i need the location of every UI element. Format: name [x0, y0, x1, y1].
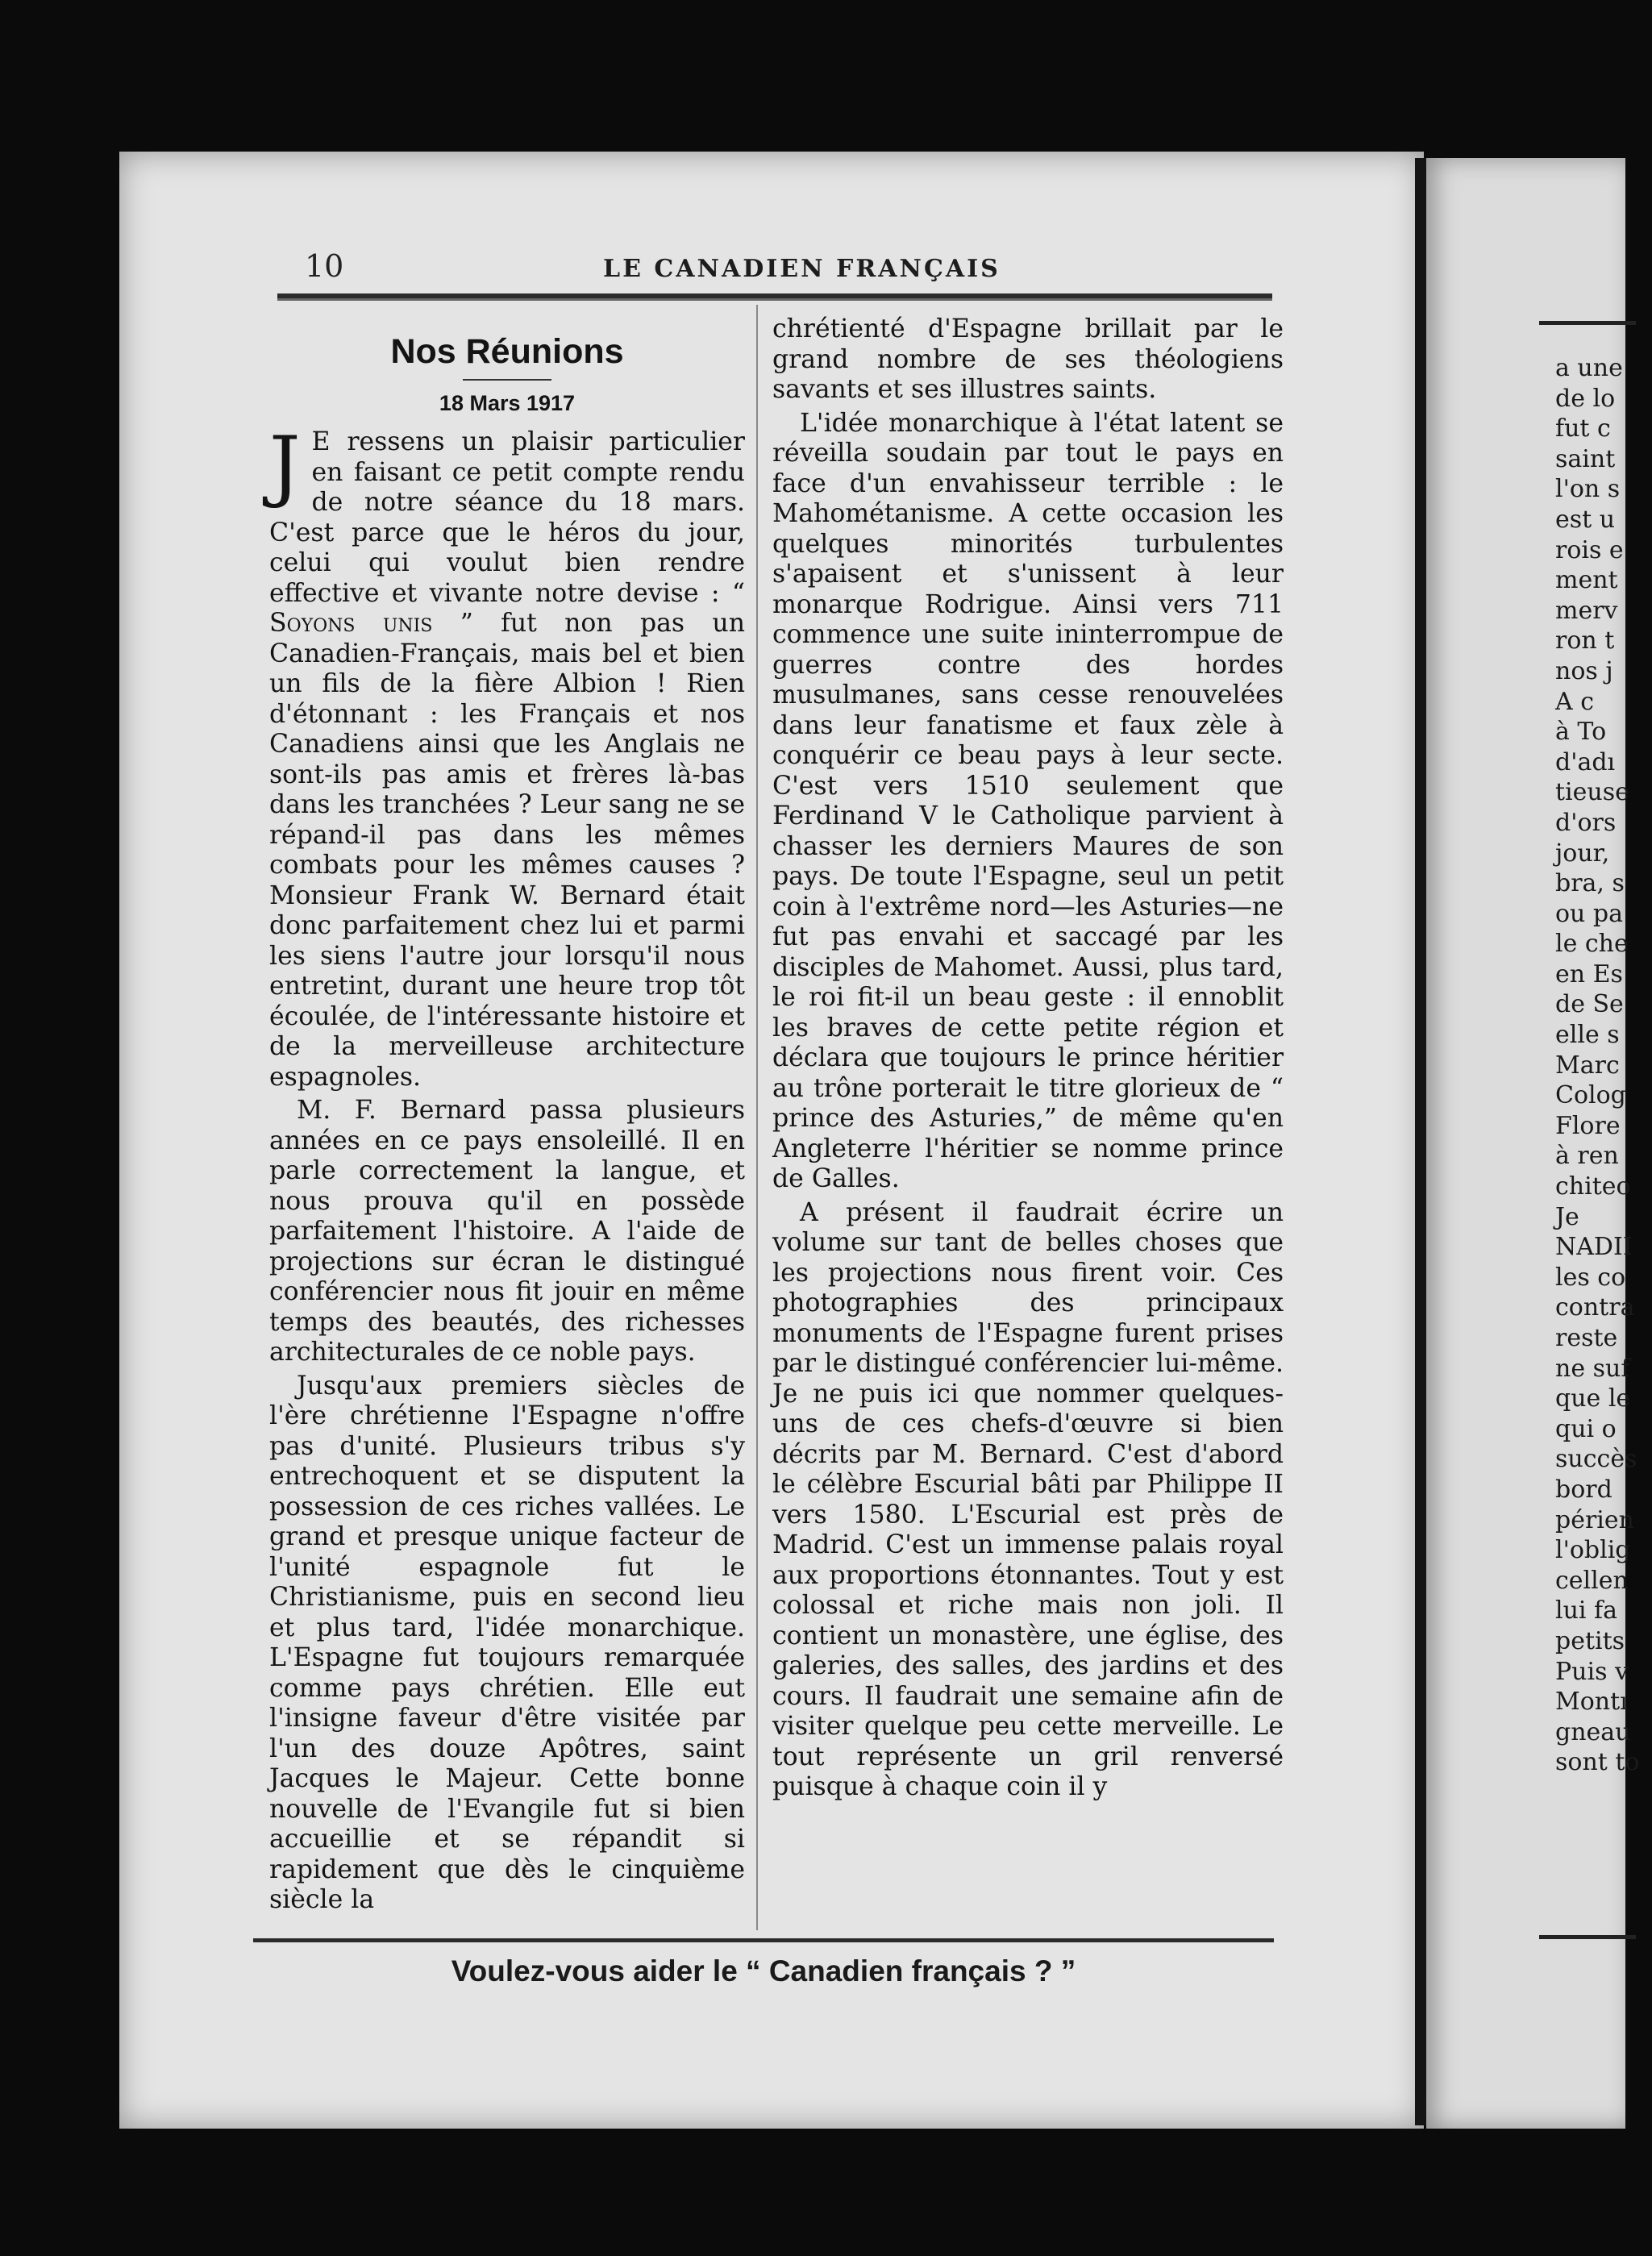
adjacent-page-line: a une	[1555, 354, 1623, 382]
adjacent-page-line: que le	[1555, 1384, 1631, 1413]
running-head: LE CANADIEN FRANÇAIS	[603, 255, 1001, 283]
drop-cap: J	[269, 420, 301, 510]
adjacent-page-line: Montı	[1555, 1688, 1628, 1717]
left-column	[269, 316, 745, 1916]
adjacent-page-fragment	[1426, 158, 1640, 2129]
adjacent-page-line: ne suf	[1555, 1354, 1630, 1383]
paragraph-1-text-a: E ressens un plaisir particulier en faisant ce petit compte rendu de notre séance du 18 mars. C'est parce que le héros du jour, celui qui voulut bien rendre effective et vivante notre devise : “	[269, 427, 745, 608]
adjacent-page-line: saint	[1555, 444, 1616, 473]
page-header	[305, 248, 1274, 289]
adjacent-page-line: de lo	[1555, 384, 1616, 413]
adjacent-page-line: Je	[1555, 1202, 1579, 1231]
adjacent-page-line: NADII	[1555, 1233, 1633, 1262]
adjacent-page-line: à To	[1555, 718, 1607, 747]
page-gutter	[1415, 158, 1426, 2125]
article-title: Nos Réunions	[390, 332, 624, 371]
adjacent-page-line: cellen	[1555, 1566, 1629, 1595]
paragraph-1	[269, 420, 746, 1093]
paragraph-1-text-b: ” fut non pas un Canadien-Français, mais bel et bien un fils de la fière Albion ! Rien d'étonnant : les Français et nos Canadiens ainsi que les Anglais ne sont-ils pas amis et frères là-bas dans les tranchées ? Leur sang ne se répand-il pas dans les mêmes combats pour les mêmes causes ? Monsieur Frank W. Bernard était donc parfaitement chez lui et parmi les siens l'autre jour lorsqu'il nous entretint, durant une heure trop tôt écoulée, de l'intéressante histoire et de la merveilleuse architecture espagnoles.	[269, 609, 746, 1092]
adjacent-page-line: contra	[1555, 1293, 1635, 1322]
adjacent-page-line: d'ors	[1555, 808, 1617, 837]
adjacent-page-line: succès	[1555, 1445, 1637, 1474]
adjacent-page-line: en Es	[1555, 959, 1623, 989]
adjacent-page-line: jour,	[1555, 839, 1610, 868]
adjacent-page-line: est u	[1555, 505, 1616, 534]
adjacent-page-line: l'oblig	[1555, 1536, 1631, 1565]
paragraph-3: Jusqu'aux premiers siècles de l'ère chrétienne l'Espagne n'offre pas d'unité. Plusieurs tribus s'y entrechoquent et se disputent la possession de ces riches vallées. Le grand et presque unique facteur de l'unité espagnole fut le Christianisme, puis en second lieu et plus tard, l'idée monarchique. L'Espagne fut toujours remarquée comme pays chrétien. Elle eut l'insigne faveur d'être visitée par l'un des douze Apôtres, saint Jacques le Majeur. Cette bonne nouvelle de l'Evangile fut si bien accueillie et se répandit si rapidement que dès le cinquième siècle la	[269, 1371, 745, 1914]
adjacent-page-line: A c	[1555, 687, 1595, 716]
paragraph-5: A présent il faudrait écrire un volume sur tant de belles choses que les projections nous firent voir. Ces photographies des principaux monuments de l'Espagne furent prises par le distingué conférencier lui-même. Je ne puis ici que nommer quelques-uns de ces chefs-d'œuvre si bien décrits par M. Bernard. C'est d'abord le célèbre Escurial bâti par Philippe II vers 1580. L'Escurial est près de Madrid. C'est un immense palais royal aux proportions étonnantes. Tout y est colossal et riche mais non joli. Il contient un monastère, une église, des galeries, des salles, des jardins et des cours. Il faudrait une semaine afin de visiter quelque peu cette merveille. Le tout représente un gril renversé puisque à chaque coin il y	[772, 1197, 1284, 1801]
adjacent-page-line: chiteo	[1555, 1172, 1631, 1201]
title-rule	[463, 379, 551, 381]
footer-banner: Voulez-vous aider le “ Canadien français ? ”	[451, 1954, 1076, 1988]
adjacent-page-line: l'on s	[1555, 475, 1621, 504]
adjacent-page-line: périen	[1555, 1505, 1634, 1534]
adjacent-page-line: qui o	[1555, 1414, 1617, 1443]
right-column	[772, 314, 1284, 1803]
adjacent-page-line: Marc	[1555, 1051, 1620, 1080]
adjacent-page-line: les co	[1555, 1263, 1626, 1292]
header-rule	[277, 293, 1272, 301]
paragraph-3-continued: chrétienté d'Espagne brillait par le grand nombre de ses théologiens savants et ses illustres saints.	[772, 314, 1284, 404]
article-date: 18 Mars 1917	[439, 391, 576, 415]
adjacent-page-line: ou pa	[1555, 899, 1624, 928]
adjacent-page-line: fut c	[1555, 414, 1611, 443]
adjacent-page-line: lui fa	[1555, 1596, 1618, 1625]
adjacent-page-line: reste	[1555, 1324, 1618, 1352]
adjacent-page-line: Puis v	[1555, 1657, 1629, 1686]
adjacent-page-line: ment	[1555, 566, 1618, 595]
paragraph-4: L'idée monarchique à l'état latent se réveilla soudain par tout le pays en face d'un envahisseur terrible : le Mahométanisme. A cette occasion les quelques minorités turbulentes s'apaisent et s'unissent à leur monarque Rodrigue. Ainsi vers 711 commence une suite ininterrompue de guerres contre des hordes musulmanes, sans cesse renouvelées dans leur fanatisme et faux zèle à conquérir ce beau pays à leur secte. C'est vers 1510 seulement que Ferdinand V le Catholique parvient à chasser les derniers Maures de son pays. De toute l'Espagne, seul un petit coin à l'extrême nord—les Asturies—ne fut pas envahi et saccagé par les disciples de Mahomet. Aussi, plus tard, le roi fit-il un beau geste : il ennoblit les braves de cette petite région et déclara que toujours le prince héritier au trône porterait le titre glorieux de “ prince des Asturies,” de même qu'en Angleterre l'héritier se nomme prince de Galles.	[772, 408, 1284, 1193]
adjacent-page-rule-bottom	[1539, 1935, 1636, 1939]
column-divider	[756, 305, 758, 1930]
adjacent-page-line: à ren	[1555, 1142, 1619, 1171]
adjacent-page-line: bord	[1555, 1475, 1612, 1504]
adjacent-page-line: bra, s	[1555, 869, 1625, 898]
adjacent-page-line: rois e	[1555, 535, 1624, 564]
adjacent-page-line: le che	[1555, 930, 1629, 959]
adjacent-page-text	[1555, 353, 1652, 1778]
adjacent-page-line: elle s	[1555, 1021, 1620, 1050]
adjacent-page-line: merv	[1555, 596, 1618, 625]
adjacent-page-line: gneau	[1555, 1717, 1631, 1746]
adjacent-page-line: tieuse	[1555, 778, 1629, 807]
motto-text: Soyons unis	[269, 609, 433, 638]
adjacent-page-line: d'adı	[1555, 747, 1616, 776]
paragraph-2: M. F. Bernard passa plusieurs années en ce pays ensoleillé. Il en parle correctement la langue, et nous prouva qu'il en possède parfaitement l'histoire. A l'aide de projections sur écran le distingué conférencier nous fit jouir en même temps des beautés, des richesses architecturales de ce noble pays.	[269, 1096, 745, 1367]
adjacent-page-line: Flore	[1555, 1111, 1621, 1140]
footer-rule	[253, 1938, 1274, 1942]
adjacent-page-line: sont to	[1555, 1748, 1640, 1777]
adjacent-page-line: Colog	[1555, 1081, 1626, 1110]
adjacent-page-line: de Se	[1555, 990, 1624, 1019]
adjacent-page-line: petits	[1555, 1626, 1625, 1655]
page-number: 10	[305, 248, 344, 284]
adjacent-page-line: nos j	[1555, 656, 1613, 685]
adjacent-page-rule-top	[1539, 321, 1636, 325]
adjacent-page-line: ron t	[1555, 626, 1615, 656]
